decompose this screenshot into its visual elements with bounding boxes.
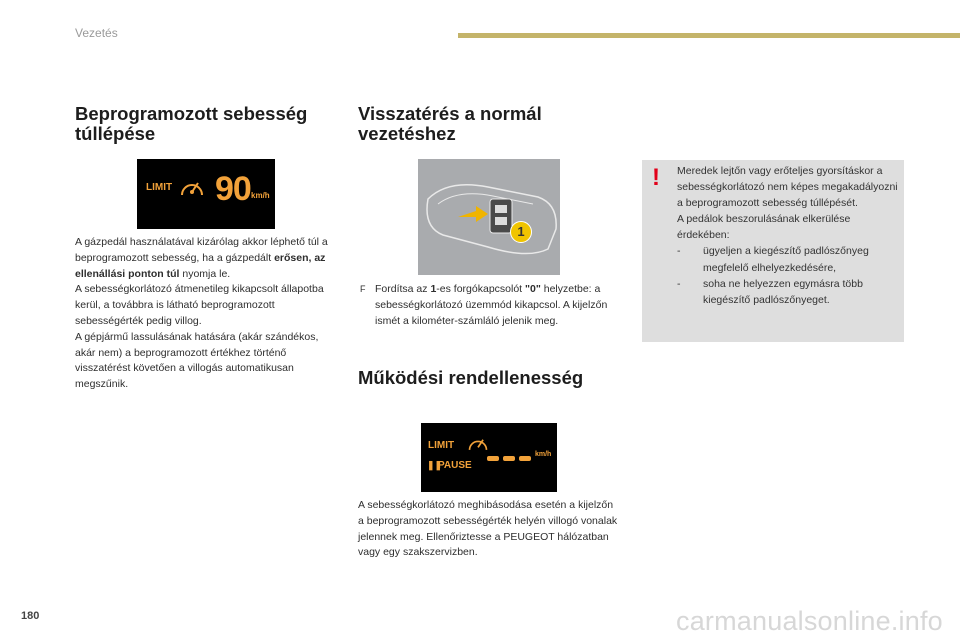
left-paragraph-1 <box>75 235 330 282</box>
fault-limit-label: LIMIT <box>428 440 455 451</box>
fault-speedometer-icon <box>467 433 489 455</box>
normal-driving-heading-line1: Visszatérés a normál <box>358 103 542 124</box>
left-heading-line2: túllépése <box>75 123 156 144</box>
fault-speed-unit: km/h <box>535 451 552 458</box>
warning-item-2 <box>677 276 902 308</box>
page-number: 180 <box>21 610 40 622</box>
fault-display-panel <box>421 423 557 492</box>
warning-avoid: A pedálok beszorulásának elkerülése érdekében: <box>677 213 851 242</box>
instr-bold-0: "0" <box>525 283 541 295</box>
instruction-text <box>375 282 618 329</box>
warning-intro: Meredek lejtőn vagy erőteljes gyorsításkor a sebességkorlátozó nem képes megakadályozni a beprogramozott sebesség túllépését. <box>677 165 898 210</box>
dash-1 <box>487 456 499 461</box>
header-accent-bar <box>458 33 960 38</box>
warning-item-1-text: ügyeljen a kiegészítő padlószőnyeg megfelelő elhelyezkedésére, <box>703 245 869 274</box>
warning-item-1 <box>677 243 902 275</box>
dash-2 <box>503 456 515 461</box>
p1-text-a: A gázpedál használatával kizárólag akkor léphető túl a beprogramozott sebesség, ha a gázpedált <box>75 236 328 264</box>
left-paragraph-2: A sebességkorlátozó átmenetileg kikapcsolt állapotba kerül, a továbbra is látható beprogramozott sebességérték pedig villog. <box>75 283 324 327</box>
p1-text-b: nyomja le. <box>179 267 231 280</box>
pause-icon: ❚❚ <box>427 460 443 470</box>
dash-marker: - <box>677 277 681 290</box>
pause-label: PAUSE <box>438 460 472 471</box>
speed-unit: km/h <box>251 191 270 200</box>
dash-marker: - <box>677 245 681 258</box>
bullet-symbol: F <box>360 284 366 294</box>
limit-label: LIMIT <box>146 182 173 193</box>
instr-pre: Fordítsa az <box>375 283 431 295</box>
stalk-number-badge: 1 <box>510 221 532 243</box>
stalk-illustration <box>418 159 560 275</box>
instr-mid: -es forgókapcsolót <box>436 283 526 295</box>
malfunction-heading: Működési rendellenesség <box>358 367 584 388</box>
normal-driving-heading <box>358 104 542 144</box>
normal-driving-heading-line2: vezetéshez <box>358 123 456 144</box>
fault-text: A sebességkorlátozó meghibásodása esetén a kijelzőn a beprogramozott sebességérték helyén villogó vonalak jelennek meg. Ellenőriztesse a PEUGEOT hálózatban vagy egy szakszervizben. <box>358 499 618 559</box>
speed-value: 90 <box>215 170 251 208</box>
left-heading <box>75 104 307 144</box>
speedometer-icon <box>179 175 205 201</box>
left-body <box>75 235 330 393</box>
instr-bold-1: 1 <box>430 283 437 295</box>
instruction-bullet <box>360 282 618 329</box>
stalk-drawing <box>418 159 560 275</box>
warning-text <box>677 163 902 308</box>
warning-item-2-text: soha ne helyezzen egymásra több kiegészítő padlószőnyeget. <box>703 277 863 306</box>
p1-bold: erősen, az ellenállási ponton túl <box>75 251 326 280</box>
warning-icon: ! <box>652 164 660 191</box>
left-paragraph-3: A gépjármű lassulásának hatására (akár szándékos, akár nem) a beprogramozott értékhez történő visszatérést követően a villogás automatikusan megszűnik. <box>75 330 319 391</box>
watermark: carmanualsonline.info <box>676 606 943 636</box>
dash-3 <box>519 456 531 461</box>
speed-display-panel <box>137 159 275 229</box>
left-heading-line1: Beprogramozott sebesség <box>75 103 308 124</box>
section-title: Vezetés <box>75 26 118 40</box>
instr-post: helyzetbe: a sebességkorlátozó üzemmód kikapcsol. A kijelzőn ismét a kilométer-számláló jelenik meg. <box>375 283 608 327</box>
